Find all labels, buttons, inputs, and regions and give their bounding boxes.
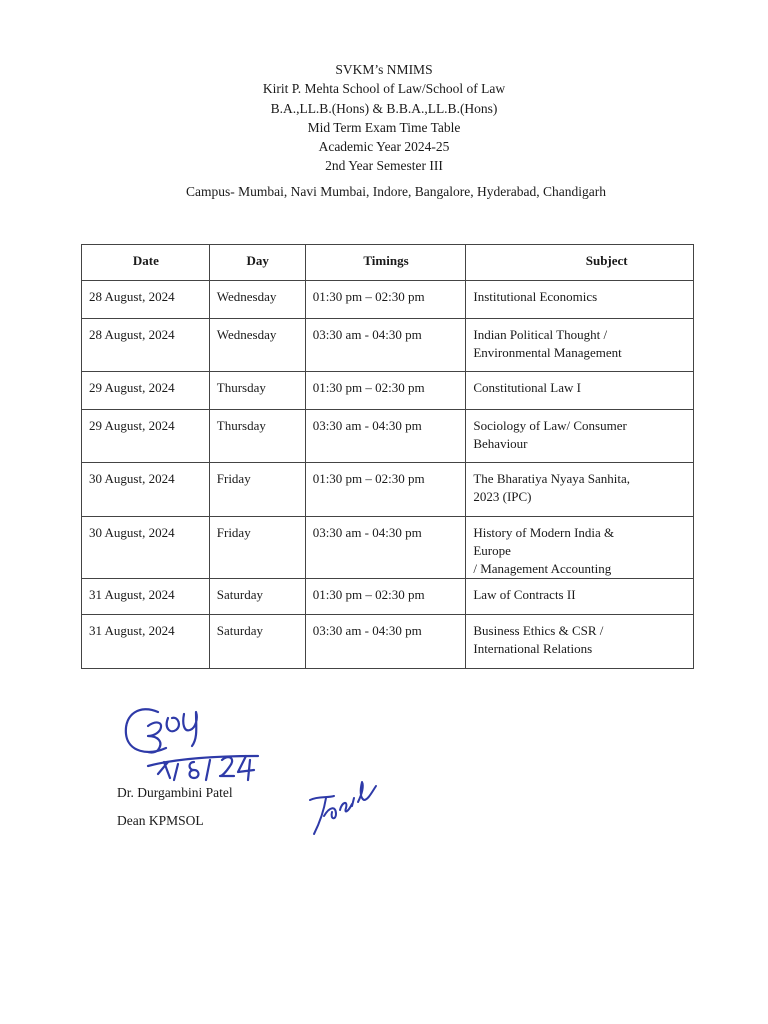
day-cell: Wednesday <box>209 319 305 372</box>
subject-line: Europe <box>473 543 511 558</box>
date-cell: 29 August, 2024 <box>82 410 210 463</box>
signatory-title: Dean KPMSOL <box>117 813 204 828</box>
day-cell: Friday <box>209 463 305 517</box>
subject-line: Environmental Management <box>473 345 622 360</box>
institute-name: SVKM’s NMIMS <box>335 62 433 77</box>
subject-line: History of Modern India & <box>473 525 615 540</box>
subject-cell <box>466 281 694 319</box>
subject-line: 2023 (IPC) <box>473 489 532 504</box>
semester: 2nd Year Semester III <box>325 158 443 174</box>
timing-cell: 01:30 pm – 02:30 pm <box>305 372 466 410</box>
second-signature <box>306 776 384 840</box>
document-header <box>0 60 768 176</box>
date-cell: 28 August, 2024 <box>82 319 210 372</box>
subject-line: Indian Political Thought / <box>473 327 608 342</box>
day-cell: Wednesday <box>209 281 305 319</box>
academic-year: Academic Year 2024-25 <box>318 139 450 155</box>
table-header-row <box>82 245 694 281</box>
table-row <box>82 463 694 517</box>
timing-cell: 03:30 am - 04:30 pm <box>305 517 466 579</box>
subject-line: / Management Accounting <box>473 561 612 576</box>
date-cell: 29 August, 2024 <box>82 372 210 410</box>
subject-line: Constitutional Law I <box>473 380 581 395</box>
table-row <box>82 579 694 615</box>
campus-list: Campus- Mumbai, Navi Mumbai, Indore, Bangalore, Hyderabad, Chandigarh <box>186 184 606 199</box>
column-header-timings: Timings <box>305 245 466 281</box>
document-title: Mid Term Exam Time Table <box>307 119 461 135</box>
subject-line: Institutional Economics <box>473 289 598 304</box>
timing-cell: 01:30 pm – 02:30 pm <box>305 579 466 615</box>
subject-cell <box>466 463 694 517</box>
subject-line: Business Ethics & CSR / <box>473 623 604 638</box>
column-header-day: Day <box>209 245 305 281</box>
column-header-subject: Subject <box>466 245 694 281</box>
timing-cell: 01:30 pm – 02:30 pm <box>305 463 466 517</box>
table-row <box>82 372 694 410</box>
subject-cell <box>466 517 694 579</box>
table-row <box>82 410 694 463</box>
timing-cell: 03:30 am - 04:30 pm <box>305 410 466 463</box>
day-cell: Thursday <box>209 410 305 463</box>
subject-line: Behaviour <box>473 436 528 451</box>
timing-cell: 01:30 pm – 02:30 pm <box>305 281 466 319</box>
subject-line: The Bharatiya Nyaya Sanhita, <box>473 471 631 486</box>
table-row <box>82 517 694 579</box>
date-cell: 30 August, 2024 <box>82 463 210 517</box>
subject-cell <box>466 579 694 615</box>
table-row <box>82 281 694 319</box>
subject-line: Sociology of Law/ Consumer <box>473 418 627 433</box>
day-cell: Saturday <box>209 579 305 615</box>
column-header-date: Date <box>82 245 210 281</box>
date-cell: 30 August, 2024 <box>82 517 210 579</box>
day-cell: Saturday <box>209 615 305 669</box>
date-cell: 31 August, 2024 <box>82 615 210 669</box>
timing-cell: 03:30 am - 04:30 pm <box>305 319 466 372</box>
day-cell: Friday <box>209 517 305 579</box>
programme-name: B.A.,LL.B.(Hons) & B.B.A.,LL.B.(Hons) <box>270 100 498 116</box>
table-row <box>82 319 694 372</box>
date-cell: 28 August, 2024 <box>82 281 210 319</box>
subject-line: International Relations <box>473 641 593 656</box>
subject-cell <box>466 319 694 372</box>
signatory-name: Dr. Durgambini Patel <box>117 785 233 800</box>
day-cell: Thursday <box>209 372 305 410</box>
dean-signature <box>118 700 278 782</box>
timetable <box>81 244 694 669</box>
subject-cell <box>466 372 694 410</box>
date-cell: 31 August, 2024 <box>82 579 210 615</box>
timing-cell: 03:30 am - 04:30 pm <box>305 615 466 669</box>
subject-line: Law of Contracts II <box>473 587 576 602</box>
school-name: Kirit P. Mehta School of Law/School of Law <box>262 81 506 97</box>
subject-cell <box>466 615 694 669</box>
subject-cell <box>466 410 694 463</box>
table-row <box>82 615 694 669</box>
